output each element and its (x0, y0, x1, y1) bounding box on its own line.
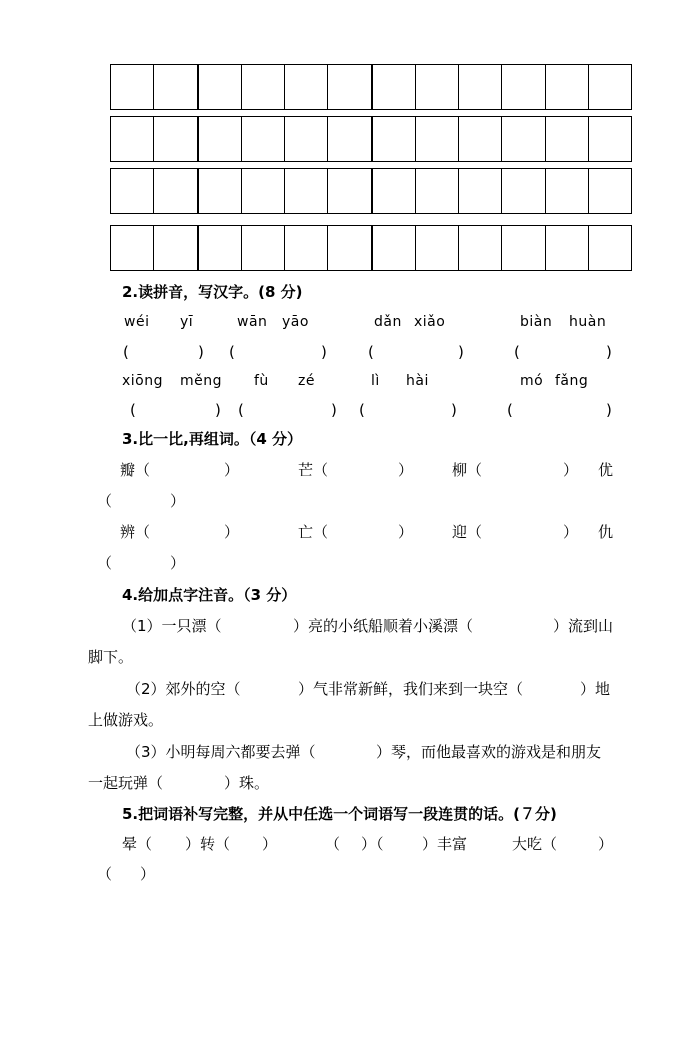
grid-cell[interactable] (459, 226, 502, 270)
grid-cell[interactable] (502, 169, 545, 213)
idiom-part: ） (262, 835, 278, 853)
sentence-part: ）亮的小纸船顺着小溪漂（ (293, 617, 474, 635)
idiom-part: ）转（ (185, 835, 231, 853)
grid-cell[interactable] (459, 169, 502, 213)
grid-cell[interactable] (328, 226, 372, 270)
sentence-part: ）气非常新鲜，我们来到一块空（ (298, 680, 524, 698)
compare-char: 优 (598, 461, 614, 479)
q3-row-1-wrap (0, 489, 688, 513)
grid-cell[interactable] (242, 226, 285, 270)
sentence-part: （1）一只漂（ (122, 617, 222, 635)
q3-row-2 (0, 520, 688, 544)
paren-close: ） (224, 461, 240, 479)
answer-blank-open[interactable]: ( (514, 343, 520, 361)
answer-blank-close: ) (606, 343, 612, 361)
grid-cell[interactable] (111, 169, 154, 213)
grid-cell[interactable] (111, 226, 154, 270)
grid-cell[interactable] (416, 169, 459, 213)
answer-blank-open[interactable]: ( (359, 401, 365, 419)
grid-row (110, 64, 632, 110)
q2-pinyin-row-1 (0, 310, 688, 334)
sentence-part: 脚下。 (88, 648, 134, 666)
idiom-part: ）丰富 (422, 835, 468, 853)
q4-title-text: 4.给加点字注音。（3 分） (122, 586, 297, 604)
grid-cell[interactable] (502, 117, 545, 161)
grid-cell[interactable] (589, 169, 631, 213)
pinyin: wéi (124, 314, 150, 330)
idiom-part: ）（ (361, 835, 384, 853)
paren-open: （ (97, 554, 113, 572)
grid-cell[interactable] (285, 169, 328, 213)
grid-cell[interactable] (328, 169, 372, 213)
q2-answer-row-1 (0, 340, 688, 364)
answer-blank-close: ) (458, 343, 464, 361)
pinyin: mó (520, 373, 544, 389)
grid-cell[interactable] (285, 65, 328, 109)
answer-blank-open[interactable]: ( (238, 401, 244, 419)
grid-row (110, 116, 632, 162)
paren-close: ） (563, 461, 579, 479)
compare-char: 仇 (598, 523, 614, 541)
grid-cell[interactable] (502, 226, 545, 270)
grid-cell[interactable] (373, 65, 416, 109)
pinyin: měng (180, 373, 223, 389)
pinyin: yāo (282, 314, 309, 330)
answer-blank-close: ) (198, 343, 204, 361)
q2-title (0, 280, 688, 304)
q2-pinyin-row-2 (0, 369, 688, 393)
q5-title-text: 5.把词语补写完整，并从中任选一个词语写一段连贯的话。(７分) (122, 805, 557, 823)
answer-blank-close: ) (451, 401, 457, 419)
grid-row (110, 168, 632, 214)
sentence-part: ）琴，而他最喜欢的游戏是和朋友 (376, 743, 602, 761)
q5-items-wrap (0, 862, 688, 886)
grid-cell[interactable] (459, 117, 502, 161)
q4-s3 (0, 740, 688, 764)
q4-s2 (0, 677, 688, 701)
grid-cell[interactable] (416, 117, 459, 161)
q5-items (0, 832, 688, 856)
grid-cell[interactable] (111, 65, 154, 109)
grid-cell[interactable] (154, 226, 198, 270)
paren-open: （ (97, 492, 113, 510)
pinyin: dǎn (374, 314, 402, 330)
grid-cell[interactable] (285, 226, 328, 270)
q3-title-text: 3.比一比,再组词。（4 分） (122, 430, 302, 448)
q4-s1 (0, 614, 688, 638)
grid-cell[interactable] (199, 117, 242, 161)
idiom-part: 晕（ (122, 835, 153, 853)
pinyin: fù (254, 373, 269, 389)
grid-cell[interactable] (502, 65, 545, 109)
answer-blank-close: ) (321, 343, 327, 361)
q2-answer-row-2 (0, 398, 688, 422)
grid-cell[interactable] (199, 169, 242, 213)
grid-cell[interactable] (328, 117, 372, 161)
sentence-part: 上做游戏。 (88, 711, 164, 729)
pinyin: wān (237, 314, 268, 330)
q3-title (0, 427, 688, 451)
pinyin: xiǎo (414, 314, 446, 330)
grid-cell[interactable] (416, 226, 459, 270)
grid-cell[interactable] (373, 226, 416, 270)
answer-blank-close: ) (331, 401, 337, 419)
idiom-part: ） (140, 865, 156, 883)
q4-s1-wrap (0, 645, 688, 669)
paren-close: ） (398, 523, 414, 541)
answer-blank-open[interactable]: ( (229, 343, 235, 361)
q4-title (0, 583, 688, 607)
grid-cell[interactable] (546, 117, 589, 161)
sentence-part: ）珠。 (224, 774, 270, 792)
answer-blank-open[interactable]: ( (130, 401, 136, 419)
q3-row-2-wrap (0, 551, 688, 575)
idiom-part: （ (97, 865, 113, 883)
grid-cell[interactable] (242, 117, 285, 161)
grid-cell[interactable] (111, 117, 154, 161)
q2-title-text: 2.读拼音，写汉字。(8 分) (122, 283, 303, 301)
grid-cell[interactable] (546, 169, 589, 213)
grid-cell[interactable] (546, 226, 589, 270)
compare-char: 迎（ (452, 523, 483, 541)
sentence-part: ）地 (580, 680, 611, 698)
sentence-part: ）流到山 (553, 617, 614, 635)
paren-close: ） (170, 492, 186, 510)
answer-blank-close: ) (606, 401, 612, 419)
compare-char: 辨（ (120, 523, 151, 541)
grid-cell[interactable] (546, 65, 589, 109)
q3-row-1 (0, 458, 688, 482)
pinyin: zé (298, 373, 315, 389)
pinyin: huàn (569, 314, 607, 330)
paren-close: ） (224, 523, 240, 541)
paren-close: ） (170, 554, 186, 572)
grid-cell[interactable] (589, 65, 631, 109)
pinyin: lì (371, 373, 380, 389)
grid-cell[interactable] (459, 65, 502, 109)
grid-cell[interactable] (373, 117, 416, 161)
grid-cell[interactable] (589, 117, 631, 161)
sentence-part: （2）郊外的空（ (126, 680, 241, 698)
idiom-part: 大吃（ (512, 835, 558, 853)
compare-char: 瓣（ (120, 461, 151, 479)
answer-blank-open[interactable]: ( (368, 343, 374, 361)
pinyin: biàn (520, 314, 553, 330)
compare-char: 亡（ (298, 523, 329, 541)
pinyin: fǎng (555, 373, 589, 389)
pinyin: xiōng (122, 373, 163, 389)
grid-cell[interactable] (154, 169, 198, 213)
pinyin: yī (180, 314, 194, 330)
grid-cell[interactable] (589, 226, 631, 270)
answer-blank-open[interactable]: ( (123, 343, 129, 361)
answer-blank-close: ) (215, 401, 221, 419)
q4-s3-wrap (0, 771, 688, 795)
grid-cell[interactable] (199, 65, 242, 109)
grid-cell[interactable] (242, 65, 285, 109)
grid-cell[interactable] (154, 65, 198, 109)
grid-row (110, 225, 632, 271)
compare-char: 柳（ (452, 461, 483, 479)
sentence-part: （3）小明每周六都要去弹（ (126, 743, 316, 761)
paren-close: ） (563, 523, 579, 541)
paren-close: ） (398, 461, 414, 479)
idiom-part: ） (598, 835, 614, 853)
grid-cell[interactable] (373, 169, 416, 213)
idiom-part: （ (325, 835, 341, 853)
compare-char: 芒（ (298, 461, 329, 479)
grid-cell[interactable] (285, 117, 328, 161)
q5-title (0, 802, 688, 826)
grid-cell[interactable] (154, 117, 198, 161)
sentence-part: 一起玩弹（ (88, 774, 164, 792)
answer-blank-open[interactable]: ( (507, 401, 513, 419)
grid-cell[interactable] (199, 226, 242, 270)
pinyin: hài (406, 373, 429, 389)
grid-cell[interactable] (328, 65, 372, 109)
grid-cell[interactable] (242, 169, 285, 213)
q4-s2-wrap (0, 708, 688, 732)
grid-cell[interactable] (416, 65, 459, 109)
